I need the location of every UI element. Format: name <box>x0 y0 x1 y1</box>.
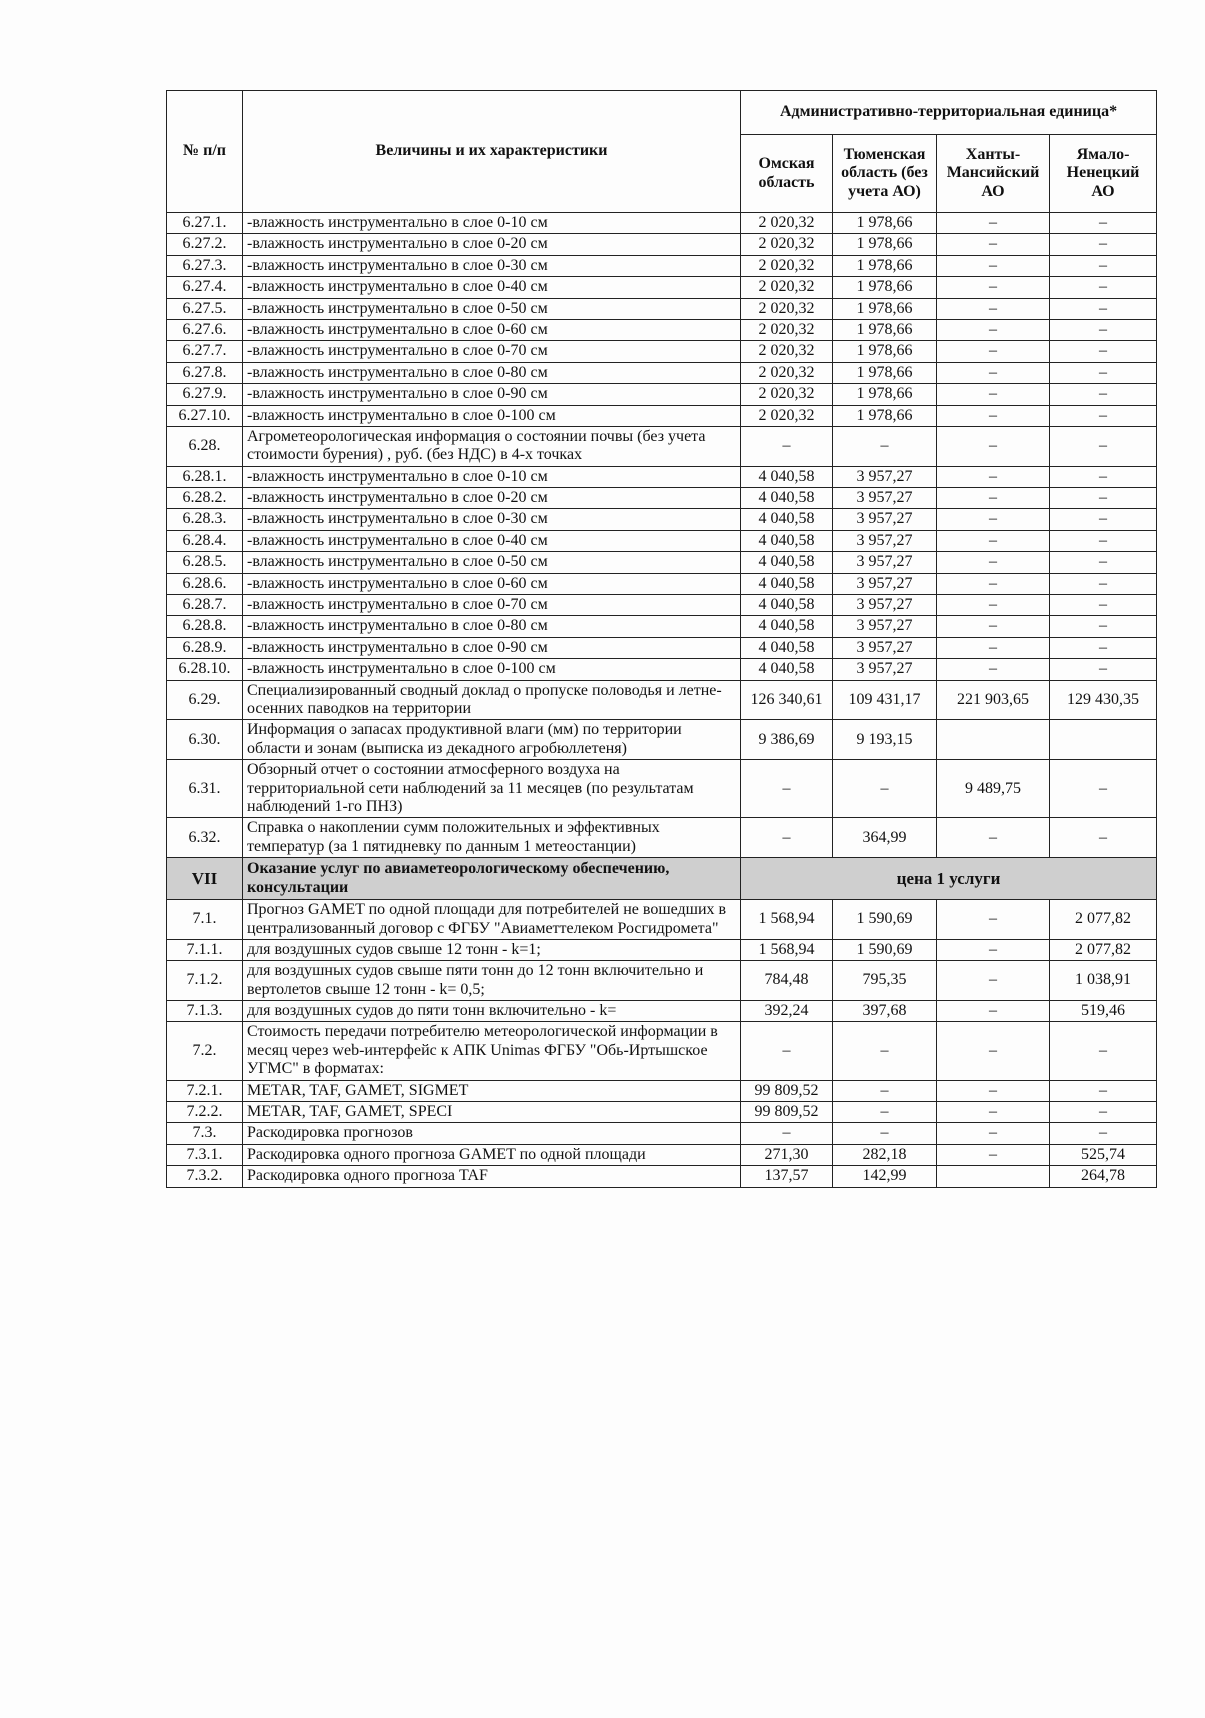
row-number: 6.27.2. <box>167 234 243 255</box>
row-value-region-3: 9 489,75 <box>937 760 1050 818</box>
row-description: Раскодировка одного прогноза GAMET по одной площади <box>243 1144 741 1165</box>
row-value-region-4: – <box>1050 319 1157 340</box>
row-value-region-4: – <box>1050 488 1157 509</box>
row-value-region-1: 2 020,32 <box>741 319 833 340</box>
row-value-region-3: – <box>937 1123 1050 1144</box>
row-number: 6.28.2. <box>167 488 243 509</box>
table-row <box>167 961 1157 1001</box>
row-description: -влажность инструментально в слое 0-20 см <box>243 234 741 255</box>
row-number: 6.27.4. <box>167 277 243 298</box>
table-row <box>167 488 1157 509</box>
row-value-region-1: 1 568,94 <box>741 939 833 960</box>
row-value-region-3: – <box>937 552 1050 573</box>
table-row <box>167 255 1157 276</box>
table-row <box>167 341 1157 362</box>
row-value-region-1: 2 020,32 <box>741 362 833 383</box>
row-description: Агрометеорологическая информация о состоянии почвы (без учета стоимости бурения) , руб. (без НДС) в 4-х точках <box>243 426 741 466</box>
row-value-region-2: – <box>833 1022 937 1080</box>
row-value-region-2: 795,35 <box>833 961 937 1001</box>
row-value-region-2: 1 978,66 <box>833 362 937 383</box>
row-value-region-3: 221 903,65 <box>937 680 1050 720</box>
row-value-region-4: 525,74 <box>1050 1144 1157 1165</box>
row-value-region-3: – <box>937 426 1050 466</box>
row-number: 6.27.8. <box>167 362 243 383</box>
row-number: 6.27.7. <box>167 341 243 362</box>
row-value-region-4: 2 077,82 <box>1050 900 1157 940</box>
row-number: 6.27.1. <box>167 213 243 234</box>
row-description: для воздушных судов свыше 12 тонн - k=1; <box>243 939 741 960</box>
row-value-region-1: 2 020,32 <box>741 234 833 255</box>
row-value-region-2: 3 957,27 <box>833 530 937 551</box>
row-number: 6.32. <box>167 818 243 858</box>
row-value-region-4: 519,46 <box>1050 1001 1157 1022</box>
row-value-region-2: 3 957,27 <box>833 595 937 616</box>
table-row <box>167 213 1157 234</box>
row-description: -влажность инструментально в слое 0-70 см <box>243 341 741 362</box>
row-description: Стоимость передачи потребителю метеорологической информации в месяц через web-интерфейс к АПК Unimas ФГБУ "Обь-Иртышское УГМС" в форматах: <box>243 1022 741 1080</box>
row-description: для воздушных судов свыше пяти тонн до 12 тонн включительно и вертолетов свыше 12 тонн - k= 0,5; <box>243 961 741 1001</box>
row-value-region-3: – <box>937 616 1050 637</box>
row-value-region-4: 1 038,91 <box>1050 961 1157 1001</box>
row-description: Обзорный отчет о состоянии атмосферного воздуха на территориальной сети наблюдений за 11 месяцев (по результатам наблюдений 1-го ПНЗ) <box>243 760 741 818</box>
row-value-region-1: 99 809,52 <box>741 1102 833 1123</box>
row-value-region-1: – <box>741 1022 833 1080</box>
row-description: -влажность инструментально в слое 0-10 см <box>243 213 741 234</box>
row-number: 7.2. <box>167 1022 243 1080</box>
row-number: 7.3.2. <box>167 1166 243 1187</box>
header-region-omsk: Омская область <box>741 135 833 213</box>
row-value-region-4: – <box>1050 341 1157 362</box>
row-value-region-1: 4 040,58 <box>741 530 833 551</box>
row-number: 7.3. <box>167 1123 243 1144</box>
row-value-region-3: – <box>937 234 1050 255</box>
row-value-region-2: 3 957,27 <box>833 552 937 573</box>
table-row <box>167 659 1157 680</box>
row-value-region-2: 3 957,27 <box>833 659 937 680</box>
row-value-region-2: 1 978,66 <box>833 384 937 405</box>
row-value-region-1: – <box>741 426 833 466</box>
row-value-region-4: – <box>1050 760 1157 818</box>
row-value-region-3: – <box>937 213 1050 234</box>
section-num: VII <box>167 858 243 900</box>
table-row <box>167 234 1157 255</box>
row-description: Прогноз GAMET по одной площади для потребителей не вошедших в централизованный договор с ФГБУ "Авиаметтелеком Росгидромета" <box>243 900 741 940</box>
row-value-region-2: 3 957,27 <box>833 509 937 530</box>
row-value-region-1: 2 020,32 <box>741 384 833 405</box>
row-description: -влажность инструментально в слое 0-30 см <box>243 255 741 276</box>
row-value-region-3: – <box>937 405 1050 426</box>
row-value-region-3: – <box>937 1001 1050 1022</box>
row-value-region-2: 282,18 <box>833 1144 937 1165</box>
row-value-region-2: 3 957,27 <box>833 466 937 487</box>
table-row <box>167 426 1157 466</box>
row-value-region-4: – <box>1050 637 1157 658</box>
row-value-region-4: – <box>1050 1123 1157 1144</box>
row-description: -влажность инструментально в слое 0-100 см <box>243 659 741 680</box>
row-value-region-3: – <box>937 1080 1050 1101</box>
row-value-region-3: – <box>937 384 1050 405</box>
header-region-khmao: Ханты-Мансийский АО <box>937 135 1050 213</box>
row-value-region-4: – <box>1050 1102 1157 1123</box>
table-row <box>167 1001 1157 1022</box>
row-number: 7.2.1. <box>167 1080 243 1101</box>
row-description: -влажность инструментально в слое 0-40 см <box>243 277 741 298</box>
row-value-region-4: – <box>1050 573 1157 594</box>
row-number: 7.1.3. <box>167 1001 243 1022</box>
row-value-region-2: 1 978,66 <box>833 405 937 426</box>
tariff-table <box>166 90 1157 1188</box>
table-row <box>167 900 1157 940</box>
row-value-region-1: 4 040,58 <box>741 466 833 487</box>
row-value-region-4: – <box>1050 277 1157 298</box>
table-row <box>167 616 1157 637</box>
row-number: 6.27.3. <box>167 255 243 276</box>
row-number: 7.2.2. <box>167 1102 243 1123</box>
row-value-region-1: 137,57 <box>741 1166 833 1187</box>
table-row <box>167 277 1157 298</box>
table-row <box>167 1022 1157 1080</box>
row-value-region-1: 99 809,52 <box>741 1080 833 1101</box>
row-description: METAR, TAF, GAMET, SPECI <box>243 1102 741 1123</box>
row-value-region-4: – <box>1050 530 1157 551</box>
row-description: -влажность инструментально в слое 0-50 см <box>243 298 741 319</box>
row-number: 6.28.6. <box>167 573 243 594</box>
row-value-region-3: – <box>937 466 1050 487</box>
table-row <box>167 1080 1157 1101</box>
row-value-region-2: – <box>833 1123 937 1144</box>
table-row <box>167 384 1157 405</box>
row-number: 7.1.2. <box>167 961 243 1001</box>
row-description: Справка о накоплении сумм положительных и эффективных температур (за 1 пятидневку по данным 1 метеостанции) <box>243 818 741 858</box>
table-row <box>167 1123 1157 1144</box>
row-value-region-1: 4 040,58 <box>741 552 833 573</box>
row-value-region-2: – <box>833 426 937 466</box>
row-value-region-2: – <box>833 1080 937 1101</box>
header-region-yanao: Ямало-Ненецкий АО <box>1050 135 1157 213</box>
table-row <box>167 720 1157 760</box>
row-value-region-3: – <box>937 341 1050 362</box>
row-number: 6.27.9. <box>167 384 243 405</box>
row-value-region-1: 784,48 <box>741 961 833 1001</box>
row-description: -влажность инструментально в слое 0-50 см <box>243 552 741 573</box>
table-row <box>167 760 1157 818</box>
table-body-section-7 <box>167 900 1157 1187</box>
row-value-region-2: 1 978,66 <box>833 255 937 276</box>
table-row <box>167 530 1157 551</box>
row-value-region-4: – <box>1050 1080 1157 1101</box>
row-value-region-1: – <box>741 760 833 818</box>
table-row <box>167 1102 1157 1123</box>
row-value-region-4: – <box>1050 405 1157 426</box>
row-number: 6.29. <box>167 680 243 720</box>
header-region-group: Административно-территориальная единица* <box>741 91 1157 135</box>
row-value-region-1: 4 040,58 <box>741 573 833 594</box>
row-value-region-3: – <box>937 818 1050 858</box>
row-value-region-1: 4 040,58 <box>741 595 833 616</box>
row-number: 7.3.1. <box>167 1144 243 1165</box>
row-value-region-1: 4 040,58 <box>741 509 833 530</box>
row-value-region-4: 2 077,82 <box>1050 939 1157 960</box>
table-row <box>167 552 1157 573</box>
row-number: 7.1. <box>167 900 243 940</box>
row-value-region-2: 1 978,66 <box>833 341 937 362</box>
row-value-region-2: 1 978,66 <box>833 298 937 319</box>
row-description: Специализированный сводный доклад о пропуске половодья и летне-осенних паводков на территории <box>243 680 741 720</box>
header-region-tyumen: Тюменская область (без учета АО) <box>833 135 937 213</box>
row-value-region-2: 1 978,66 <box>833 234 937 255</box>
row-value-region-3: – <box>937 277 1050 298</box>
row-description: -влажность инструментально в слое 0-90 см <box>243 637 741 658</box>
row-value-region-4: 129 430,35 <box>1050 680 1157 720</box>
row-value-region-2: 109 431,17 <box>833 680 937 720</box>
row-number: 6.28.8. <box>167 616 243 637</box>
row-value-region-2: 1 978,66 <box>833 319 937 340</box>
row-description: Раскодировка прогнозов <box>243 1123 741 1144</box>
row-value-region-3: – <box>937 961 1050 1001</box>
row-description: -влажность инструментально в слое 0-30 см <box>243 509 741 530</box>
row-description: -влажность инструментально в слое 0-80 см <box>243 362 741 383</box>
row-number: 6.28.10. <box>167 659 243 680</box>
row-value-region-4: – <box>1050 384 1157 405</box>
table-row <box>167 637 1157 658</box>
row-number: 6.28.3. <box>167 509 243 530</box>
row-value-region-4: – <box>1050 298 1157 319</box>
table-row <box>167 466 1157 487</box>
row-number: 6.28.7. <box>167 595 243 616</box>
row-value-region-4 <box>1050 720 1157 760</box>
row-value-region-4: – <box>1050 255 1157 276</box>
row-value-region-1: 2 020,32 <box>741 277 833 298</box>
row-value-region-4: – <box>1050 234 1157 255</box>
row-value-region-2: 9 193,15 <box>833 720 937 760</box>
row-value-region-4: – <box>1050 426 1157 466</box>
row-value-region-1: 4 040,58 <box>741 659 833 680</box>
table-row <box>167 1144 1157 1165</box>
row-value-region-2: 3 957,27 <box>833 637 937 658</box>
row-value-region-4: – <box>1050 595 1157 616</box>
row-value-region-4: – <box>1050 509 1157 530</box>
row-value-region-3: – <box>937 573 1050 594</box>
table-row <box>167 595 1157 616</box>
table-body-section-6 <box>167 213 1157 858</box>
row-value-region-2: 1 590,69 <box>833 939 937 960</box>
row-value-region-3: – <box>937 298 1050 319</box>
row-value-region-2: 1 978,66 <box>833 277 937 298</box>
row-value-region-2: 397,68 <box>833 1001 937 1022</box>
row-value-region-3: – <box>937 1102 1050 1123</box>
row-value-region-4: – <box>1050 552 1157 573</box>
row-value-region-1: 126 340,61 <box>741 680 833 720</box>
row-value-region-4: 264,78 <box>1050 1166 1157 1187</box>
row-value-region-1: – <box>741 1123 833 1144</box>
row-description: -влажность инструментально в слое 0-60 см <box>243 319 741 340</box>
table-row <box>167 405 1157 426</box>
row-value-region-1: 9 386,69 <box>741 720 833 760</box>
row-value-region-4: – <box>1050 1022 1157 1080</box>
row-value-region-1: 271,30 <box>741 1144 833 1165</box>
row-description: -влажность инструментально в слое 0-80 см <box>243 616 741 637</box>
row-number: 7.1.1. <box>167 939 243 960</box>
row-value-region-3 <box>937 720 1050 760</box>
header-description: Величины и их характеристики <box>243 91 741 213</box>
row-value-region-1: 2 020,32 <box>741 405 833 426</box>
row-value-region-2: 142,99 <box>833 1166 937 1187</box>
header-num: № п/п <box>167 91 243 213</box>
row-value-region-1: 2 020,32 <box>741 341 833 362</box>
row-number: 6.27.5. <box>167 298 243 319</box>
row-value-region-4: – <box>1050 213 1157 234</box>
row-number: 6.28.5. <box>167 552 243 573</box>
table-row <box>167 362 1157 383</box>
row-description: -влажность инструментально в слое 0-70 см <box>243 595 741 616</box>
row-description: METAR, TAF, GAMET, SIGMET <box>243 1080 741 1101</box>
row-value-region-3: – <box>937 1022 1050 1080</box>
row-value-region-1: 2 020,32 <box>741 255 833 276</box>
row-value-region-2: – <box>833 1102 937 1123</box>
table-row <box>167 319 1157 340</box>
section-row <box>167 858 1157 900</box>
table-row <box>167 1166 1157 1187</box>
row-description: Раскодировка одного прогноза TAF <box>243 1166 741 1187</box>
row-value-region-4: – <box>1050 659 1157 680</box>
row-description: -влажность инструментально в слое 0-10 см <box>243 466 741 487</box>
row-number: 6.28. <box>167 426 243 466</box>
row-value-region-2: 3 957,27 <box>833 488 937 509</box>
row-number: 6.28.9. <box>167 637 243 658</box>
row-number: 6.28.1. <box>167 466 243 487</box>
row-value-region-1: 2 020,32 <box>741 213 833 234</box>
row-value-region-3: – <box>937 939 1050 960</box>
row-description: Информация о запасах продуктивной влаги (мм) по территории области и зонам (выписка из декадного агробюллетеня) <box>243 720 741 760</box>
row-value-region-3: – <box>937 255 1050 276</box>
row-value-region-4: – <box>1050 616 1157 637</box>
row-value-region-2: 3 957,27 <box>833 616 937 637</box>
row-value-region-2: 364,99 <box>833 818 937 858</box>
row-description: для воздушных судов до пяти тонн включительно - k= <box>243 1001 741 1022</box>
row-value-region-3 <box>937 1166 1050 1187</box>
row-value-region-3: – <box>937 530 1050 551</box>
row-value-region-3: – <box>937 509 1050 530</box>
row-value-region-3: – <box>937 319 1050 340</box>
row-value-region-1: 4 040,58 <box>741 488 833 509</box>
row-number: 6.30. <box>167 720 243 760</box>
row-value-region-2: 1 590,69 <box>833 900 937 940</box>
row-description: -влажность инструментально в слое 0-60 см <box>243 573 741 594</box>
row-value-region-2: 3 957,27 <box>833 573 937 594</box>
table-row <box>167 818 1157 858</box>
row-description: -влажность инструментально в слое 0-40 см <box>243 530 741 551</box>
row-value-region-3: – <box>937 595 1050 616</box>
row-value-region-4: – <box>1050 818 1157 858</box>
row-value-region-4: – <box>1050 466 1157 487</box>
table-row <box>167 573 1157 594</box>
row-description: -влажность инструментально в слое 0-100 см <box>243 405 741 426</box>
row-number: 6.31. <box>167 760 243 818</box>
row-value-region-3: – <box>937 900 1050 940</box>
table-row <box>167 939 1157 960</box>
row-description: -влажность инструментально в слое 0-90 см <box>243 384 741 405</box>
row-value-region-2: – <box>833 760 937 818</box>
row-value-region-3: – <box>937 659 1050 680</box>
row-value-region-1: 2 020,32 <box>741 298 833 319</box>
table-row <box>167 680 1157 720</box>
row-value-region-1: 392,24 <box>741 1001 833 1022</box>
row-description: -влажность инструментально в слое 0-20 см <box>243 488 741 509</box>
row-value-region-3: – <box>937 1144 1050 1165</box>
row-number: 6.28.4. <box>167 530 243 551</box>
row-value-region-3: – <box>937 362 1050 383</box>
table-row <box>167 509 1157 530</box>
row-number: 6.27.6. <box>167 319 243 340</box>
row-value-region-2: 1 978,66 <box>833 213 937 234</box>
section-title: Оказание услуг по авиаметеорологическому обеспечению, консультации <box>243 858 741 900</box>
row-value-region-1: 1 568,94 <box>741 900 833 940</box>
row-value-region-1: 4 040,58 <box>741 637 833 658</box>
row-number: 6.27.10. <box>167 405 243 426</box>
row-value-region-1: – <box>741 818 833 858</box>
table-row <box>167 298 1157 319</box>
row-value-region-4: – <box>1050 362 1157 383</box>
row-value-region-3: – <box>937 488 1050 509</box>
row-value-region-3: – <box>937 637 1050 658</box>
row-value-region-1: 4 040,58 <box>741 616 833 637</box>
section-price-label: цена 1 услуги <box>741 858 1157 900</box>
